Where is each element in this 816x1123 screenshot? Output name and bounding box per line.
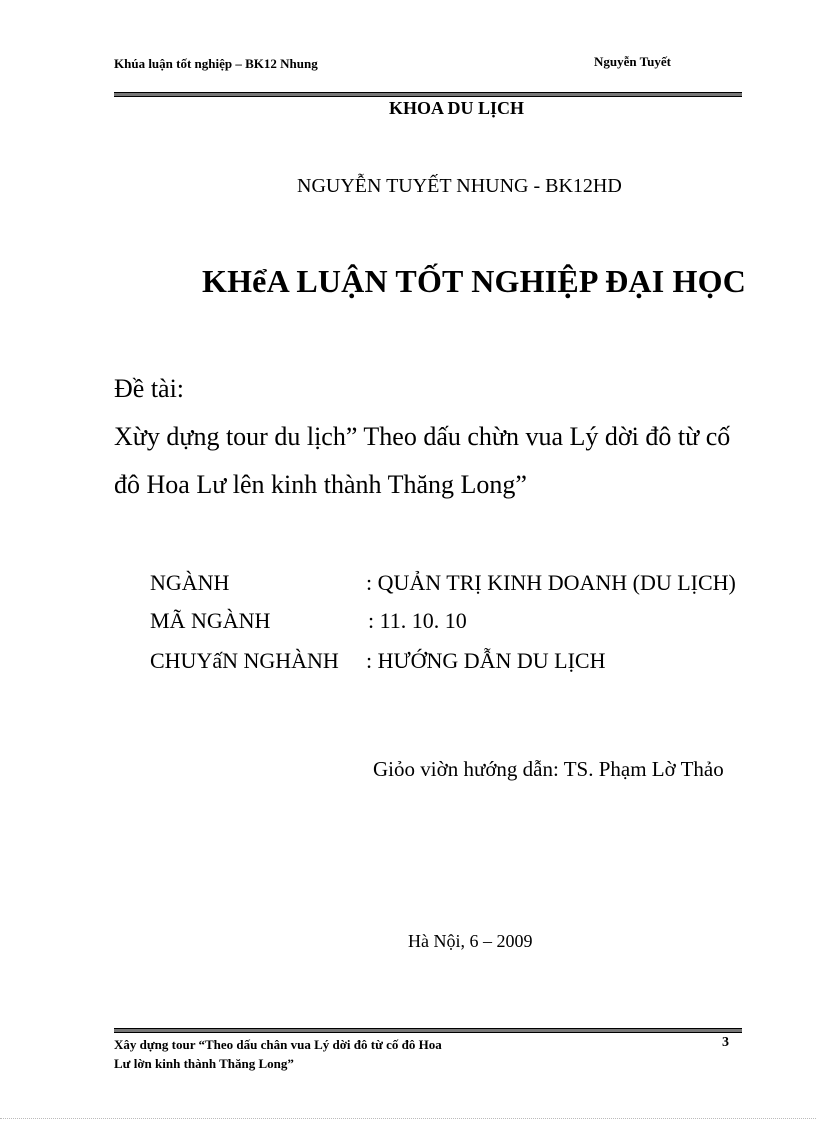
topic-label: Đề tài: — [114, 374, 185, 403]
info-value: : HƯỚNG DẪN DU LỊCH — [366, 648, 606, 673]
header-right-text: Nguyễn Tuyết — [594, 54, 671, 69]
header-left-text: Khúa luận tốt nghiệp – BK12 Nhung — [114, 56, 318, 71]
info-value: : QUẢN TRỊ KINH DOANH (DU LỊCH) — [366, 570, 736, 595]
advisor: Giỏo viờn hướng dẫn: TS. Phạm Lờ Thảo — [373, 757, 724, 781]
place-date: Hà Nội, 6 – 2009 — [408, 931, 533, 951]
thesis-title: KHểA LUẬN TỐT NGHIỆP ĐẠI HỌC — [202, 263, 747, 299]
topic-line-1: Xừy dựng tour du lịch” Theo dấu chừn vua Lý dời đô từ cố — [114, 422, 731, 451]
page-break-line — [0, 1118, 816, 1119]
footer-rule — [114, 1028, 742, 1033]
faculty-name: KHOA DU LỊCH — [389, 98, 525, 118]
student-name: NGUYỄN TUYẾT NHUNG - BK12HD — [297, 175, 622, 197]
topic-line-2: đô Hoa Lư lên kinh thành Thăng Long” — [114, 470, 527, 499]
info-key: NGÀNH — [150, 570, 230, 595]
header-rule — [114, 92, 742, 97]
page-number: 3 — [722, 1035, 729, 1050]
footer-left-text: Xây dựng tour “Theo dấu chân vua Lý dời đô từ cố đô Hoa Lư lờn kinh thành Thăng Long” — [114, 1037, 442, 1071]
info-key: CHUYấN NGHÀNH — [150, 648, 339, 673]
info-value: : 11. 10. 10 — [368, 608, 467, 633]
info-key: MÃ NGÀNH — [150, 608, 271, 633]
